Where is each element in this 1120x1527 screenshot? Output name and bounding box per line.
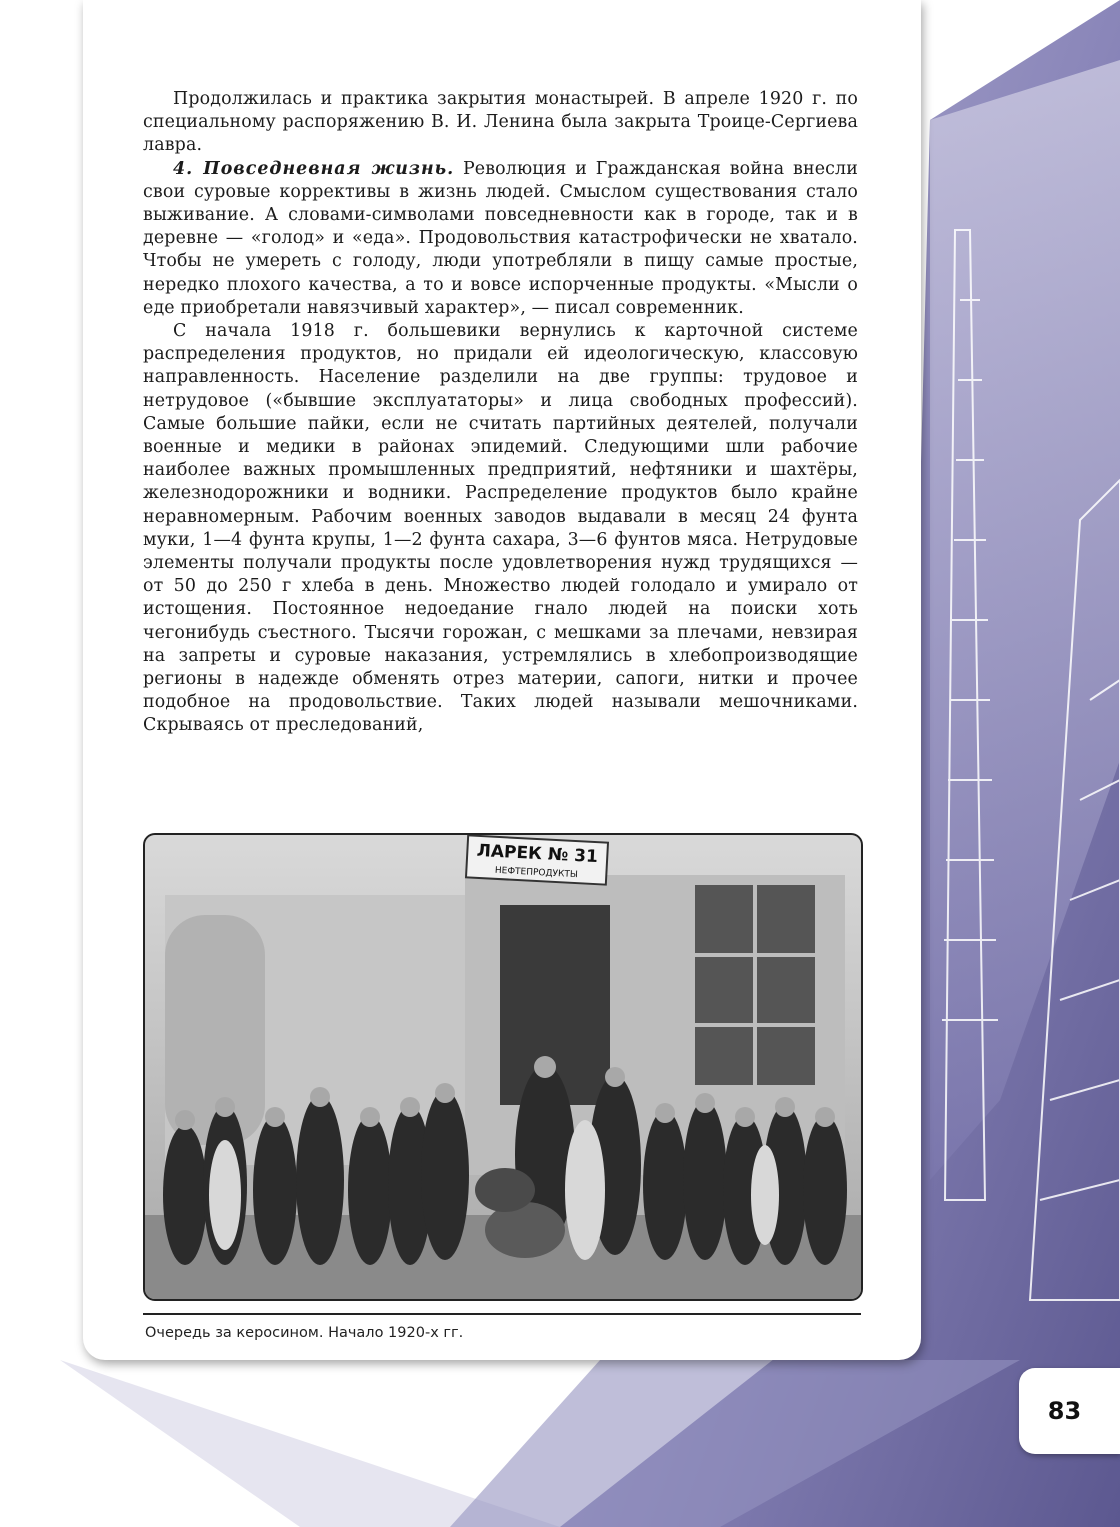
body-text <box>143 88 858 738</box>
section-heading: 4. Повседневная жизнь. <box>173 158 455 179</box>
historical-photo <box>143 833 863 1301</box>
photo-caption: Очередь за керосином. Начало 1920-х гг. <box>145 1325 464 1341</box>
photo-illustration <box>145 835 861 1299</box>
paragraph-daily-life-text: Революция и Гражданская война внесли свои суровые коррективы в жизнь людей. Смыслом существования стало выживание. А словами-символами повседневности как в городе, так и в деревне — «голод» и «еда». Продовольствия катастрофически не хватало. Чтобы не умереть с голоду, люди употребляли в пищу самые простые, нередко плохого качества, а то и вовсе испорченные продукты. «Мысли о еде приобретали навязчивый характер», — писал современник. <box>143 158 858 318</box>
paragraph-monasteries: Продолжилась и практика закрытия монастырей. В апреле 1920 г. по специальному распоряжению В. И. Ленина была закрыта Троице-Сергиева лавра. <box>143 89 858 156</box>
photo-sign-title: ЛАРЕК № 31 <box>476 840 599 868</box>
page-number: 83 <box>1047 1397 1082 1425</box>
paragraph-ration-system: С начала 1918 г. большевики вернулись к карточной системе распределения продуктов, но придали ей идеологическую, классовую направленность. Население разделили на две группы: трудовое и нетрудовое («бывшие эксплуататоры» и лица свободных профессий). Самые большие пайки, если не считать партийных деятелей, получали военные и медики в районах эпидемий. Следующими шли рабочие наиболее важных промышленных предприятий, нефтяники и шахтёры, железнодорожники и водники. Распределение продуктов было крайне неравномерным. Рабочим военных заводов выдавали в месяц 24 фунта муки, 1—4 фунта крупы, 1—2 фунта сахара, 3—6 фунтов мяса. Нетрудовые элементы получали продукты после удовлетворения нужд трудящихся — от 50 до 250 г хлеба в день. Множество людей голодало и умирало от истощения. Постоянное недоедание гнало людей на поиски хоть чегонибудь съестного. Тысячи горожан, с мешками за плечами, невзирая на запреты и суровые наказания, устремлялись в хлебопроизводящие регионы в надежде обменять отрез материи, сапоги, нитки и прочее подобное на продовольствие. Таких людей называли мешочниками. Скрываясь от преследований, <box>143 321 858 736</box>
caption-divider <box>143 1313 861 1315</box>
page-number-tab <box>1019 1368 1120 1454</box>
photo-sign-subtitle: НЕФТЕПРОДУКТЫ <box>494 865 579 881</box>
paragraph-daily-life <box>143 158 858 320</box>
